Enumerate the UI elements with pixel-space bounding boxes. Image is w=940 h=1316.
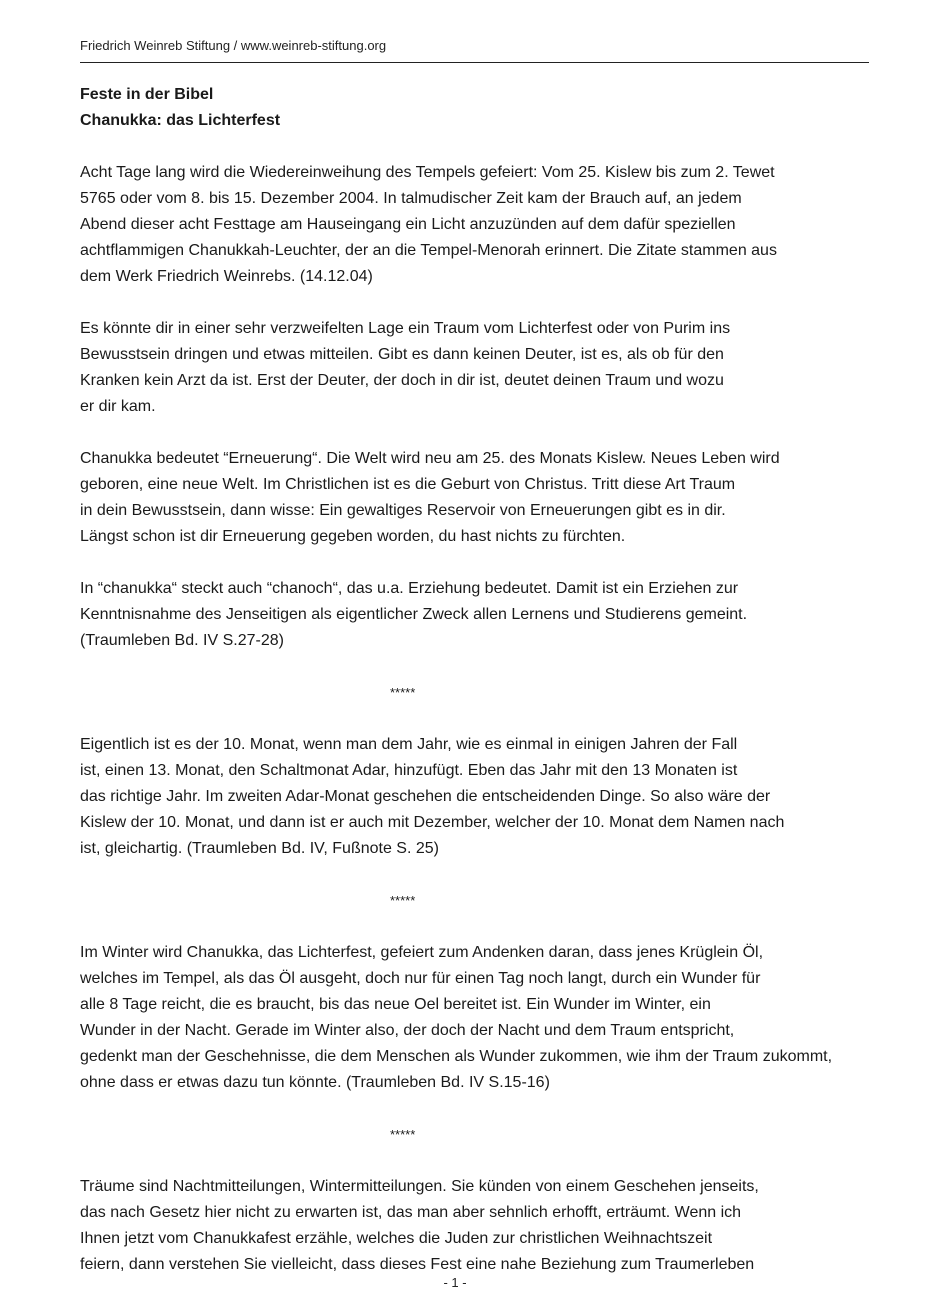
text-line: Acht Tage lang wird die Wiedereinweihung des Tempels gefeiert: Vom 25. Kislew bis zum 2. Tewet: [80, 164, 775, 181]
text-line: in dein Bewusstsein, dann wisse: Ein gewaltiges Reservoir von Erneuerungen gibt es in dir.: [80, 502, 726, 519]
section-separator: *****: [390, 685, 416, 700]
text-line: Chanukka bedeutet “Erneuerung“. Die Welt wird neu am 25. des Monats Kislew. Neues Leben wird: [80, 450, 780, 467]
page-header: Friedrich Weinreb Stiftung / www.weinreb-stiftung.org: [80, 38, 869, 63]
page-number: - 1 -: [443, 1275, 467, 1290]
text-line: Bewusstsein dringen und etwas mitteilen. Gibt es dann keinen Deuter, ist es, als ob für den: [80, 346, 724, 363]
text-line: das richtige Jahr. Im zweiten Adar-Monat geschehen die entscheidenden Dinge. So also wäre der: [80, 788, 771, 805]
paragraph: [80, 576, 910, 654]
paragraph: [80, 446, 910, 550]
text-line: Abend dieser acht Festtage am Hauseingang ein Licht anzuzünden auf dem dafür speziellen: [80, 216, 736, 233]
text-line: ist, einen 13. Monat, den Schaltmonat Adar, hinzufügt. Eben das Jahr mit den 13 Monaten ist: [80, 762, 738, 779]
text-line: das nach Gesetz hier nicht zu erwarten ist, das man aber sehnlich erhofft, erträumt. Wenn ich: [80, 1204, 742, 1221]
text-line: Es könnte dir in einer sehr verzweifelten Lage ein Traum vom Lichterfest oder von Purim ins: [80, 320, 731, 337]
text-line: Wunder in der Nacht. Gerade im Winter also, der doch der Nacht und dem Traum entspricht,: [80, 1022, 735, 1039]
text-line: Eigentlich ist es der 10. Monat, wenn man dem Jahr, wie es einmal in einigen Jahren der Fall: [80, 736, 738, 753]
text-line: ist, gleichartig. (Traumleben Bd. IV, Fußnote S. 25): [80, 840, 439, 857]
text-blocks: [80, 160, 910, 1278]
text-line: Kranken kein Arzt da ist. Erst der Deuter, der doch in dir ist, deutet deinen Traum und wozu: [80, 372, 724, 389]
document-title: Feste in der Bibel: [80, 86, 214, 103]
title-block: [80, 82, 910, 134]
paragraph: [80, 160, 910, 290]
paragraph: [80, 316, 910, 420]
text-line: ohne dass er etwas dazu tun könnte. (Traumleben Bd. IV S.15-16): [80, 1074, 550, 1091]
text-line: alle 8 Tage reicht, die es braucht, bis das neue Oel bereitet ist. Ein Wunder im Winter, ein: [80, 996, 711, 1013]
document-subtitle: Chanukka: das Lichterfest: [80, 112, 281, 129]
text-line: dem Werk Friedrich Weinrebs. (14.12.04): [80, 268, 373, 285]
text-line: (Traumleben Bd. IV S.27-28): [80, 632, 284, 649]
document-body: [80, 82, 910, 1304]
text-line: feiern, dann verstehen Sie vielleicht, dass dieses Fest eine nahe Beziehung zum Traumerleben: [80, 1256, 755, 1273]
text-line: Träume sind Nachtmitteilungen, Wintermitteilungen. Sie künden von einem Geschehen jenseits,: [80, 1178, 759, 1195]
text-line: In “chanukka“ steckt auch “chanoch“, das u.a. Erziehung bedeutet. Damit ist ein Erziehen zur: [80, 580, 739, 597]
text-line: Längst schon ist dir Erneuerung gegeben worden, du hast nichts zu fürchten.: [80, 528, 626, 545]
text-line: welches im Tempel, als das Öl ausgeht, doch nur für einen Tag noch langt, durch ein Wunder für: [80, 970, 761, 987]
paragraph: [80, 1174, 910, 1278]
section-separator: *****: [390, 893, 416, 908]
text-line: Kenntnisnahme des Jenseitigen als eigentlicher Zweck allen Lernens und Studierens gemeint.: [80, 606, 748, 623]
text-line: Im Winter wird Chanukka, das Lichterfest, gefeiert zum Andenken daran, dass jenes Krüglein Öl,: [80, 944, 764, 961]
paragraph: [80, 940, 910, 1096]
section-separator: *****: [390, 1127, 416, 1142]
paragraph: [80, 732, 910, 862]
text-line: geboren, eine neue Welt. Im Christlichen ist es die Geburt von Christus. Tritt diese Art Traum: [80, 476, 736, 493]
text-line: 5765 oder vom 8. bis 15. Dezember 2004. In talmudischer Zeit kam der Brauch auf, an jedem: [80, 190, 742, 207]
text-line: achtflammigen Chanukkah-Leuchter, der an die Tempel-Menorah erinnert. Die Zitate stammen aus: [80, 242, 777, 259]
text-line: Ihnen jetzt vom Chanukkafest erzähle, welches die Juden zur christlichen Weihnachtszeit: [80, 1230, 713, 1247]
text-line: er dir kam.: [80, 398, 156, 415]
text-line: gedenkt man der Geschehnisse, die dem Menschen als Wunder zukommen, wie ihm der Traum zukommt,: [80, 1048, 833, 1065]
text-line: Kislew der 10. Monat, und dann ist er auch mit Dezember, welcher der 10. Monat dem Namen nach: [80, 814, 785, 831]
